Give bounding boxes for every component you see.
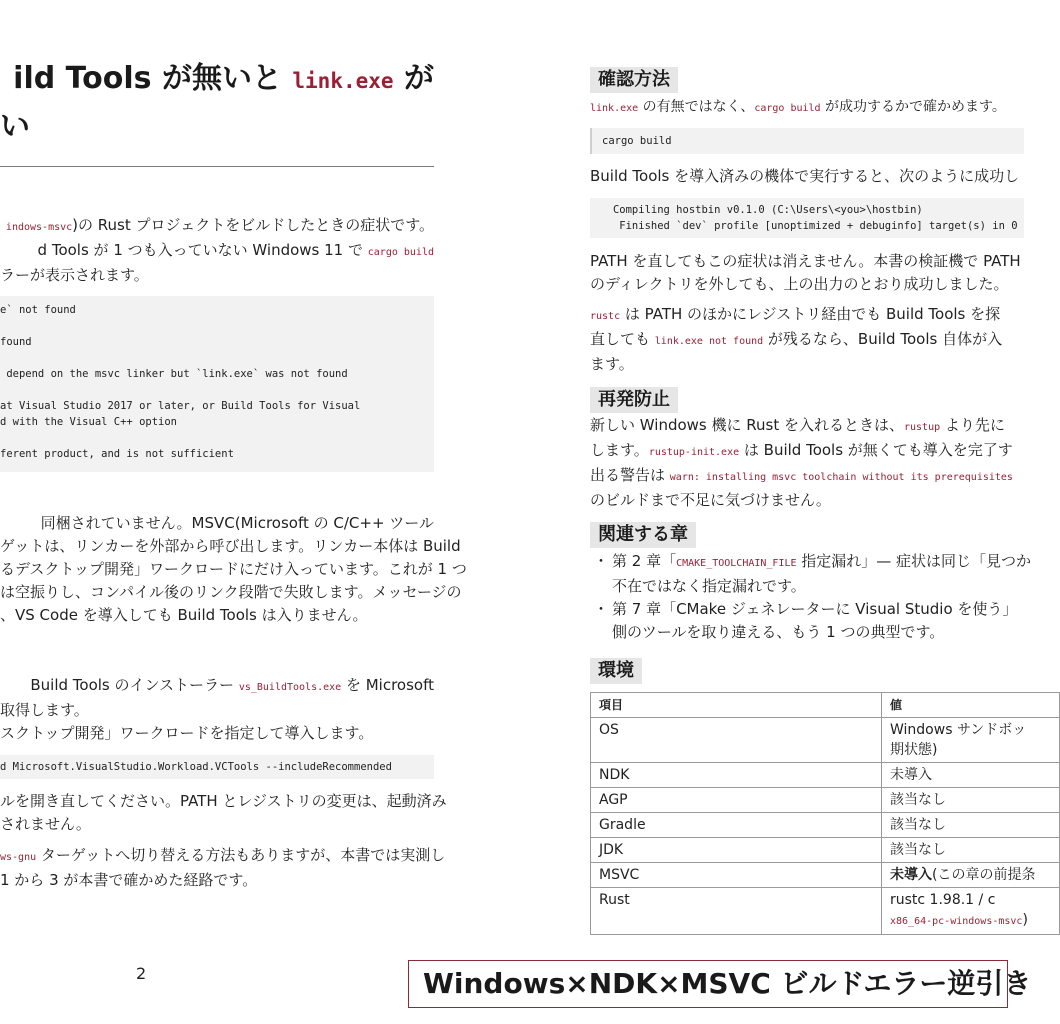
title-code-link-exe: link.exe [292,69,394,93]
restart-note: ルを開き直してください。PATH とレジストリの変更は、起動済み されません。 [0,792,447,833]
list-item: ・ 第 2 章「CMAKE_TOOLCHAIN_FILE 指定漏れ」— 症状は同じ「見つか [593,552,1032,570]
gnu-note: ws-gnu ターゲットへ切り替える方法もありますが、本書では実測し 1 から 3 が本書で確かめた経路です。 [0,846,446,889]
table-row: Gradle 該当なし [591,813,1060,838]
table-row: OS Windows サンドボッ 期状態) [591,718,1060,763]
table-header-row: 項目 値 [591,693,1060,718]
table-row: JDK 該当なし [591,838,1060,863]
cargo-build-output-block: Compiling hostbin v0.1.0 (C:\Users\<you>\hostbin) Finished `dev` profile [unoptimized + debuginfo] target(s) in 0 [590,198,1024,238]
intro-paragraph: indows-msvc)の Rust プロジェクトをビルドしたときの症状です。 d Tools が 1 つも入っていない Windows 11 で cargo build ラーが表示されます。 [0,216,434,284]
registry-note: rustc は PATH のほかにレジストリ経由でも Build Tools を探 直しても link.exe not found が残るなら、Build Tools 自体が入 ます。 [590,305,1003,373]
table-row: Rust rustc 1.98.1 / c x86_64-pc-windows-msvc) [591,888,1060,935]
page-number: 2 [136,964,147,983]
title-underline [0,166,434,167]
related-list: ・ 第 2 章「CMAKE_TOOLCHAIN_FILE 指定漏れ」— 症状は同じ「見つか 不在ではなく指定漏れです。 ・ 第 7 章「CMake ジェネレーターに Visual Studio を使う」 側のツールを取り違える、もう 1 つの典型です。 [590,550,1031,644]
path-note: PATH を直してもこの症状は消えません。本書の検証機で PATH のディレクトリを外しても、上の出力のとおり成功しました。 [590,252,1021,293]
section-heading-related: 関連する章 [590,522,696,548]
environment-table [590,692,1060,935]
cargo-build-command-block: cargo build [590,128,1024,154]
install-command-block: d Microsoft.VisualStudio.Workload.VCTools --includeRecommended [0,755,434,779]
fix-steps: Build Tools のインストーラー vs_BuildTools.exe を Microsoft 取得します。 スクトップ開発」ワークロードを指定して導入します。 [0,676,434,742]
section-heading-verify: 確認方法 [590,67,678,93]
table-row: MSVC 未導入(この章の前提条 [591,863,1060,888]
verify-intro: link.exe の有無ではなく、cargo build が成功するかで確かめます。 [590,99,1006,115]
list-item: ・ 第 7 章「CMake ジェネレーターに Visual Studio を使う」 [593,600,1018,618]
right-page-column [590,0,1036,1024]
verify-success-text: Build Tools を導入済みの機体で実行すると、次のように成功し [590,167,1020,185]
table-row: AGP 該当なし [591,788,1060,813]
prevent-paragraph: 新しい Windows 機に Rust を入れるときは、rustup より先に します。rustup-init.exe は Build Tools が無くても導入を完了す 出る警告は warn: installing msvc toolchain without its prerequisites のビルドまで不足に気づけません。 [590,416,1013,509]
cause-paragraph: 同梱されていません。MSVC(Microsoft の C/C++ ツール ゲットは、リンカーを外部から呼び出します。リンカー本体は Build るデスクトップ開発」ワークロードにだけ入っています。これが 1 つ は空振りし、コンパイル後のリンク段階で失敗します。メッセージの 、VS Code を導入しても Build Tools は入りません。 [0,514,467,624]
book-title-footer: Windows×NDK×MSVC ビルドエラー逆引き [408,960,1008,1008]
left-page-column: ild Tools が無いと link.exe が い indows-msvc)の Rust プロジェクトをビルドしたときの症状です。 d Tools が 1 つも入っていない Windows 11 で cargo build ラーが表示されます。 e` not found found depend on the msvc linker but `link.exe` was not found at Visual Studio 2017 or later, or Build Tools for Visual d with the Visual C++ option ferent product, and is not sufficient 同梱されていません。MSVC(Microsoft の C/C++ ツール ゲットは、リンカーを外部から呼び出します。リンカー本体は Build るデスクトップ開発」ワークロードにだけ入っています。これが 1 つ は空振りし、コンパイル後のリンク段階で失敗します。メッセージの 、VS Code を導入しても Build Tools は入りません。 Build Tools のインストーラー vs_BuildTools.exe を Microsoft 取得します。 スクトップ開発」ワークロードを指定して導入します。 d Microsoft.VisualStudio.Workload.VCTools --includeRecommended ルを開き直してください。PATH とレジストリの変更は、起動済み されません。 ws-gnu ターゲットへ切り替える方法もありますが、本書では実測し 1 から 3 が本書で確かめた経路です。 [0,0,434,1024]
section-heading-prevent: 再発防止 [590,387,678,413]
table-row: NDK 未導入 [591,763,1060,788]
section-heading-env: 環境 [590,658,642,684]
error-output-block: e` not found found depend on the msvc linker but `link.exe` was not found at Visual Studio 2017 or later, or Build Tools for Visual d with the Visual C++ option ferent product, and is not sufficient [0,296,434,472]
